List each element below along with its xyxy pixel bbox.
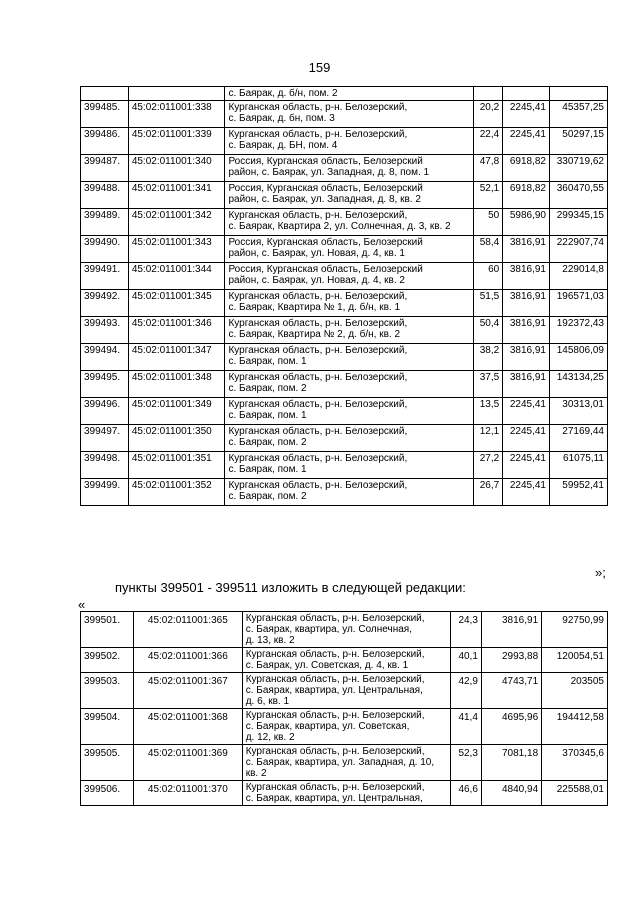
row-number-cell: 399490. xyxy=(81,236,129,263)
cadastral-number-cell: 45:02:011001:341 xyxy=(128,182,225,209)
address-line: с. Баярак, квартира, ул. Советская, xyxy=(245,721,410,732)
table-row xyxy=(81,236,608,263)
table-row xyxy=(81,263,608,290)
area-cell: 50,4 xyxy=(473,317,503,344)
row-number-cell: 399503. xyxy=(81,673,134,709)
area-cell: 22,4 xyxy=(473,128,503,155)
address-line: с. Баярак, пом. 2 xyxy=(228,437,307,448)
opening-quote: « xyxy=(78,597,86,612)
table-row xyxy=(81,209,608,236)
cost-per-unit-cell: 3816,91 xyxy=(503,290,550,317)
address-line: Курганская область, р-н. Белозерский, xyxy=(245,710,425,721)
address-cell xyxy=(225,452,473,479)
row-number-cell: 399502. xyxy=(81,648,134,673)
row-number-cell: 399498. xyxy=(81,452,129,479)
address-line: Курганская область, р-н. Белозерский, xyxy=(228,345,408,356)
cost-per-unit-cell xyxy=(503,87,550,101)
cost-per-unit-cell: 2245,41 xyxy=(503,452,550,479)
address-cell: с. Баярак, д. б/н, пом. 2 xyxy=(225,87,473,101)
address-cell xyxy=(225,101,473,128)
row-number-cell: 399491. xyxy=(81,263,129,290)
address-line: Курганская область, р-н. Белозерский, xyxy=(228,210,408,221)
table-row xyxy=(81,452,608,479)
total-cost-cell xyxy=(549,87,607,101)
area-cell: 60 xyxy=(473,263,503,290)
row-number-cell: 399494. xyxy=(81,344,129,371)
table-row xyxy=(81,182,608,209)
total-cost-cell: 45357,25 xyxy=(549,101,607,128)
table-row xyxy=(81,344,608,371)
area-cell: 51,5 xyxy=(473,290,503,317)
cost-per-unit-cell: 7081,18 xyxy=(481,745,541,781)
total-cost-cell: 203505 xyxy=(542,673,608,709)
table-row xyxy=(81,290,608,317)
row-number-cell: 399495. xyxy=(81,371,129,398)
address-cell xyxy=(225,209,473,236)
cost-per-unit-cell: 4743,71 xyxy=(481,673,541,709)
address-line: кв. 2 xyxy=(245,768,267,779)
row-number-cell: 399485. xyxy=(81,101,129,128)
row-number-cell: 399505. xyxy=(81,745,134,781)
total-cost-cell: 196571,03 xyxy=(549,290,607,317)
registry-table-1 xyxy=(80,86,608,506)
cost-per-unit-cell: 3816,91 xyxy=(503,371,550,398)
cadastral-number-cell xyxy=(128,87,225,101)
cost-per-unit-cell: 2245,41 xyxy=(503,101,550,128)
cost-per-unit-cell: 3816,91 xyxy=(503,263,550,290)
address-line: Курганская область, р-н. Белозерский, xyxy=(228,129,408,140)
address-line: Курганская область, р-н. Белозерский, xyxy=(228,102,408,113)
address-line: с. Баярак, квартира, ул. Западная, д. 10, xyxy=(245,757,435,768)
row-number-cell: 399489. xyxy=(81,209,129,236)
cost-per-unit-cell: 4840,94 xyxy=(481,781,541,806)
address-line: д. 12, кв. 2 xyxy=(245,732,295,743)
total-cost-cell: 370345,6 xyxy=(542,745,608,781)
table-row xyxy=(81,87,608,101)
cadastral-number-cell: 45:02:011001:339 xyxy=(128,128,225,155)
cost-per-unit-cell: 3816,91 xyxy=(503,317,550,344)
address-line: с. Баярак, пом. 1 xyxy=(228,356,307,367)
address-line: район, с. Баярак, ул. Новая, д. 4, кв. 1 xyxy=(228,248,405,259)
area-cell: 52,3 xyxy=(451,745,482,781)
area-cell: 46,6 xyxy=(451,781,482,806)
address-cell xyxy=(225,263,473,290)
address-line: Курганская область, р-н. Белозерский, xyxy=(228,291,408,302)
address-line: Курганская область, р-н. Белозерский, xyxy=(245,746,425,757)
table-row xyxy=(81,371,608,398)
area-cell: 26,7 xyxy=(473,479,503,506)
total-cost-cell: 59952,41 xyxy=(549,479,607,506)
address-line: Курганская область, р-н. Белозерский, xyxy=(245,674,425,685)
area-cell: 20,2 xyxy=(473,101,503,128)
cadastral-number-cell: 45:02:011001:349 xyxy=(128,398,225,425)
row-number-cell: 399487. xyxy=(81,155,129,182)
address-line: Россия, Курганская область, Белозерский xyxy=(228,264,423,275)
row-number-cell: 399486. xyxy=(81,128,129,155)
row-number-cell: 399501. xyxy=(81,612,134,648)
address-line: с. Баярак, Квартира 2, ул. Солнечная, д. 3, кв. 2 xyxy=(228,221,451,232)
address-line: с. Баярак, ул. Советская, д. 4, кв. 1 xyxy=(245,660,409,671)
area-cell: 27,2 xyxy=(473,452,503,479)
row-number-cell xyxy=(81,87,129,101)
total-cost-cell: 299345,15 xyxy=(549,209,607,236)
address-cell xyxy=(225,425,473,452)
table-row xyxy=(81,101,608,128)
address-cell xyxy=(225,371,473,398)
area-cell: 41,4 xyxy=(451,709,482,745)
total-cost-cell: 192372,43 xyxy=(549,317,607,344)
closing-quote: »; xyxy=(595,565,606,580)
address-cell xyxy=(242,745,451,781)
address-cell xyxy=(225,479,473,506)
table-row xyxy=(81,128,608,155)
area-cell: 12,1 xyxy=(473,425,503,452)
address-cell xyxy=(242,673,451,709)
cost-per-unit-cell: 2245,41 xyxy=(503,425,550,452)
total-cost-cell: 360470,55 xyxy=(549,182,607,209)
row-number-cell: 399497. xyxy=(81,425,129,452)
page-number: 159 xyxy=(308,60,331,75)
cost-per-unit-cell: 2993,88 xyxy=(481,648,541,673)
table-row xyxy=(81,398,608,425)
address-line: с. Баярак, пом. 2 xyxy=(228,383,307,394)
address-line: Курганская область, р-н. Белозерский, xyxy=(245,649,425,660)
cost-per-unit-cell: 3816,91 xyxy=(481,612,541,648)
address-line: Курганская область, р-н. Белозерский, xyxy=(228,372,408,383)
address-line: район, с. Баярак, ул. Западная, д. 8, кв. 2 xyxy=(228,194,421,205)
address-line: Курганская область, р-н. Белозерский, xyxy=(245,613,425,624)
row-number-cell: 399493. xyxy=(81,317,129,344)
total-cost-cell: 120054,51 xyxy=(542,648,608,673)
table-row xyxy=(81,317,608,344)
address-cell xyxy=(225,128,473,155)
area-cell: 40,1 xyxy=(451,648,482,673)
address-cell xyxy=(242,648,451,673)
address-cell xyxy=(225,398,473,425)
address-cell xyxy=(225,317,473,344)
row-number-cell: 399488. xyxy=(81,182,129,209)
row-number-cell: 399492. xyxy=(81,290,129,317)
row-number-cell: 399504. xyxy=(81,709,134,745)
area-cell: 47,8 xyxy=(473,155,503,182)
total-cost-cell: 225588,01 xyxy=(542,781,608,806)
area-cell xyxy=(473,87,503,101)
address-line: с. Баярак, д. бн, пом. 3 xyxy=(228,113,335,124)
area-cell: 38,2 xyxy=(473,344,503,371)
address-line: с. Баярак, квартира, ул. Центральная, xyxy=(245,793,423,804)
total-cost-cell: 92750,99 xyxy=(542,612,608,648)
cost-per-unit-cell: 2245,41 xyxy=(503,128,550,155)
table-row xyxy=(81,673,608,709)
address-line: д. 13, кв. 2 xyxy=(245,635,295,646)
address-line: с. Баярак, Квартира № 2, д. б/н, кв. 2 xyxy=(228,329,401,340)
cadastral-number-cell: 45:02:011001:367 xyxy=(133,673,242,709)
area-cell: 24,3 xyxy=(451,612,482,648)
cost-per-unit-cell: 4695,96 xyxy=(481,709,541,745)
cadastral-number-cell: 45:02:011001:369 xyxy=(133,745,242,781)
cadastral-number-cell: 45:02:011001:345 xyxy=(128,290,225,317)
total-cost-cell: 145806,09 xyxy=(549,344,607,371)
address-cell xyxy=(225,290,473,317)
address-line: Курганская область, р-н. Белозерский, xyxy=(228,426,408,437)
area-cell: 50 xyxy=(473,209,503,236)
total-cost-cell: 194412,58 xyxy=(542,709,608,745)
address-cell xyxy=(225,236,473,263)
address-cell xyxy=(242,709,451,745)
cadastral-number-cell: 45:02:011001:365 xyxy=(133,612,242,648)
total-cost-cell: 30313,01 xyxy=(549,398,607,425)
total-cost-cell: 27169,44 xyxy=(549,425,607,452)
area-cell: 42,9 xyxy=(451,673,482,709)
cadastral-number-cell: 45:02:011001:347 xyxy=(128,344,225,371)
cadastral-number-cell: 45:02:011001:351 xyxy=(128,452,225,479)
address-line: с. Баярак, д. БН, пом. 4 xyxy=(228,140,338,151)
address-line: д. 6, кв. 1 xyxy=(245,696,290,707)
address-line: с. Баярак, Квартира № 1, д. б/н, кв. 1 xyxy=(228,302,401,313)
cadastral-number-cell: 45:02:011001:366 xyxy=(133,648,242,673)
address-line: Россия, Курганская область, Белозерский xyxy=(228,237,423,248)
cadastral-number-cell: 45:02:011001:368 xyxy=(133,709,242,745)
address-line: с. Баярак, квартира, ул. Центральная, xyxy=(245,685,423,696)
cadastral-number-cell: 45:02:011001:352 xyxy=(128,479,225,506)
table-row xyxy=(81,479,608,506)
cost-per-unit-cell: 6918,82 xyxy=(503,155,550,182)
table-row xyxy=(81,612,608,648)
area-cell: 37,5 xyxy=(473,371,503,398)
total-cost-cell: 61075,11 xyxy=(549,452,607,479)
cadastral-number-cell: 45:02:011001:343 xyxy=(128,236,225,263)
registry-table-2 xyxy=(80,611,608,806)
cadastral-number-cell: 45:02:011001:344 xyxy=(128,263,225,290)
table-row xyxy=(81,425,608,452)
address-cell xyxy=(225,155,473,182)
total-cost-cell: 229014,8 xyxy=(549,263,607,290)
cadastral-number-cell: 45:02:011001:338 xyxy=(128,101,225,128)
address-line: район, с. Баярак, ул. Западная, д. 8, пом. 1 xyxy=(228,167,430,178)
cadastral-number-cell: 45:02:011001:340 xyxy=(128,155,225,182)
address-line: Курганская область, р-н. Белозерский, xyxy=(228,480,408,491)
cadastral-number-cell: 45:02:011001:370 xyxy=(133,781,242,806)
address-line: с. Баярак, квартира, ул. Солнечная, xyxy=(245,624,413,635)
cost-per-unit-cell: 5986,90 xyxy=(503,209,550,236)
address-line: район, с. Баярак, ул. Новая, д. 4, кв. 2 xyxy=(228,275,405,286)
area-cell: 13,5 xyxy=(473,398,503,425)
address-line: Курганская область, р-н. Белозерский, xyxy=(228,453,408,464)
address-cell xyxy=(225,344,473,371)
table-row xyxy=(81,745,608,781)
cost-per-unit-cell: 3816,91 xyxy=(503,236,550,263)
table-row xyxy=(81,155,608,182)
cost-per-unit-cell: 3816,91 xyxy=(503,344,550,371)
cadastral-number-cell: 45:02:011001:348 xyxy=(128,371,225,398)
address-line: Курганская область, р-н. Белозерский, xyxy=(228,318,408,329)
address-line: с. Баярак, пом. 2 xyxy=(228,491,307,502)
row-number-cell: 399496. xyxy=(81,398,129,425)
total-cost-cell: 222907,74 xyxy=(549,236,607,263)
instruction-text: пункты 399501 - 399511 изложить в следующей редакции: xyxy=(115,580,466,595)
area-cell: 52,1 xyxy=(473,182,503,209)
address-line: Курганская область, р-н. Белозерский, xyxy=(245,782,425,793)
cost-per-unit-cell: 2245,41 xyxy=(503,479,550,506)
cost-per-unit-cell: 6918,82 xyxy=(503,182,550,209)
address-line: с. Баярак, пом. 1 xyxy=(228,410,307,421)
cadastral-number-cell: 45:02:011001:342 xyxy=(128,209,225,236)
address-cell xyxy=(225,182,473,209)
address-cell xyxy=(242,612,451,648)
cost-per-unit-cell: 2245,41 xyxy=(503,398,550,425)
address-line: Курганская область, р-н. Белозерский, xyxy=(228,399,408,410)
row-number-cell: 399499. xyxy=(81,479,129,506)
area-cell: 58,4 xyxy=(473,236,503,263)
address-cell xyxy=(242,781,451,806)
total-cost-cell: 330719,62 xyxy=(549,155,607,182)
address-line: Россия, Курганская область, Белозерский xyxy=(228,156,423,167)
total-cost-cell: 50297,15 xyxy=(549,128,607,155)
cadastral-number-cell: 45:02:011001:350 xyxy=(128,425,225,452)
address-line: Россия, Курганская область, Белозерский xyxy=(228,183,423,194)
row-number-cell: 399506. xyxy=(81,781,134,806)
cadastral-number-cell: 45:02:011001:346 xyxy=(128,317,225,344)
table-row xyxy=(81,781,608,806)
address-line: с. Баярак, пом. 1 xyxy=(228,464,307,475)
table-row xyxy=(81,648,608,673)
total-cost-cell: 143134,25 xyxy=(549,371,607,398)
table-row xyxy=(81,709,608,745)
